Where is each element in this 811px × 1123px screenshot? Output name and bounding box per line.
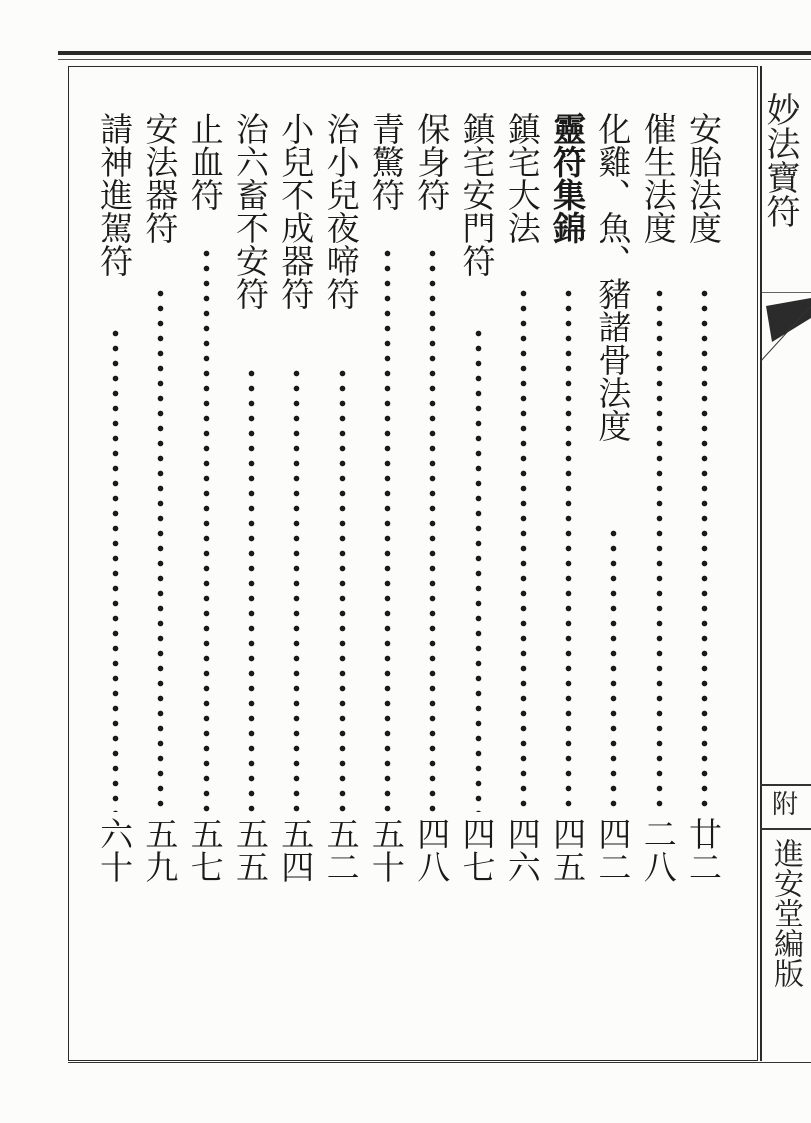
toc-entry-page-number: 五五 xyxy=(231,817,270,883)
toc-entry xyxy=(185,112,225,902)
toc-entry-page-number: 四五 xyxy=(548,817,588,883)
toc-entry xyxy=(231,112,270,902)
toc-entry-leader-dots xyxy=(565,286,572,812)
toc-entry-leader-dots xyxy=(610,526,617,812)
toc-entry xyxy=(412,112,452,902)
toc-entry-title: 小兒不成器符 xyxy=(276,112,316,310)
toc-entry-page-number: 五九 xyxy=(140,817,180,883)
toc-entry-leader-dots xyxy=(656,286,663,812)
toc-entry xyxy=(95,112,135,902)
publisher-name: 進安堂編版 xyxy=(768,838,803,988)
toc-entry-title: 請神進駕符 xyxy=(95,112,135,277)
toc-entry-title: 安法器符 xyxy=(140,112,180,244)
toc-entry-page-number: 六十 xyxy=(95,817,135,883)
toc-entry xyxy=(684,112,723,902)
toc-entry xyxy=(638,112,678,902)
toc-entry-leader-dots xyxy=(475,326,482,812)
toc-entry-title: 靈符集錦 xyxy=(548,112,588,244)
toc-entry-title: 催生法度 xyxy=(638,112,678,244)
toc-entry-title: 鎮宅大法 xyxy=(502,112,542,244)
toc-entry xyxy=(321,112,361,902)
toc-entry-page-number: 廿二 xyxy=(684,817,723,883)
toc-entry xyxy=(366,112,406,902)
toc-entry xyxy=(276,112,316,902)
toc-entry xyxy=(502,112,542,902)
toc-entry-page-number: 二八 xyxy=(638,817,678,883)
toc-entry-leader-dots xyxy=(157,286,164,812)
book-title: 妙法寶符 xyxy=(760,92,800,228)
toc-entry-page-number: 五十 xyxy=(366,817,406,883)
toc-entry-page-number: 五二 xyxy=(321,817,361,883)
toc-entry-leader-dots xyxy=(701,286,708,812)
toc-entry-title: 青驚符 xyxy=(366,112,406,211)
toc-entry-leader-dots xyxy=(293,366,300,812)
toc-entry-leader-dots xyxy=(339,366,346,812)
toc-entry xyxy=(593,112,633,902)
toc-entry-leader-dots xyxy=(429,246,436,812)
right-margin-spine xyxy=(760,66,811,1061)
toc-entry-leader-dots xyxy=(248,366,255,812)
toc-entry-page-number: 四二 xyxy=(593,817,633,883)
margin-divider-bottom xyxy=(760,828,811,830)
toc-entry-page-number: 五七 xyxy=(185,817,225,883)
toc-entry-title: 治小兒夜啼符 xyxy=(321,112,361,310)
margin-divider-top xyxy=(760,784,811,786)
toc-entry-leader-dots xyxy=(384,246,391,812)
toc-entry-title: 治六畜不安符 xyxy=(231,112,270,310)
margin-fragment: 附 xyxy=(772,790,799,820)
toc-entry-page-number: 四七 xyxy=(457,817,497,883)
toc-entry xyxy=(140,112,180,902)
toc-entry-page-number: 四六 xyxy=(502,817,542,883)
toc-entry-title: 保身符 xyxy=(412,112,452,211)
toc-entry-leader-dots xyxy=(112,326,119,812)
toc-entry-title: 止血符 xyxy=(185,112,225,211)
toc-entry xyxy=(548,112,588,902)
toc-entry-leader-dots xyxy=(203,246,210,812)
toc-entry-title: 安胎法度 xyxy=(684,112,723,244)
toc-entry-leader-dots xyxy=(520,286,527,812)
toc-entry-page-number: 五四 xyxy=(276,817,316,883)
toc-entry-page-number: 四八 xyxy=(412,817,452,883)
toc-entry-title: 化雞、魚、豬諸骨法度 xyxy=(593,112,633,442)
toc-entry xyxy=(457,112,497,902)
toc-entry-title: 鎮宅安門符 xyxy=(457,112,497,277)
corner-wedge-decoration xyxy=(760,292,811,362)
